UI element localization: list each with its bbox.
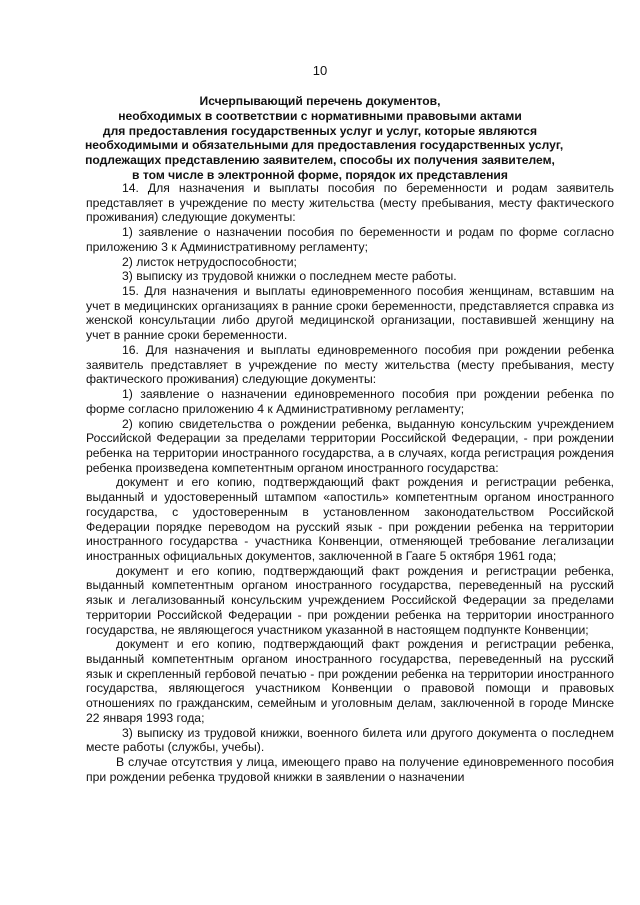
sub-paragraph: документ и его копию, подтверждающий факт рождения и регистрации ребенка, выданный и удостоверенный штампом «апостиль» компетентным органом иностранного государства, с удостоверенным в установленном законодательством Российской Федерации порядке переводом на русский язык - при рождении ребенка на территории иностранного государства - участника Конвенции, отменяющей требование легализации иностранных официальных документов, заключенной в Гааге 5 октября 1961 года; [86, 475, 614, 563]
heading-line: в том числе в электронной форме, порядок их представления [132, 167, 508, 182]
sub-paragraph: документ и его копию, подтверждающий факт рождения и регистрации ребенка, выданный компетентным органом иностранного государства, переведенный на русский язык и скрепленный гербовой печатью - при рождении ребенка на территории иностранного государства, являющегося участником Конвенции о правовой помощи и правовых отношениях по гражданским, семейным и уголовным делам, заключенной в городе Минске 22 января 1993 года; [86, 637, 614, 725]
document-body [86, 181, 614, 784]
list-item: 3) выписку из трудовой книжки, военного билета или другого документа о последнем месте работы (службы, учебы). [86, 725, 614, 755]
list-item: 1) заявление о назначении пособия по беременности и родам по форме согласно приложению 3 к Административному регламенту; [86, 225, 614, 254]
page-number: 10 [312, 63, 328, 78]
heading-line: подлежащих представлению заявителем, способы их получения заявителем, [85, 153, 555, 167]
list-item: 1) заявление о назначении единовременного пособия при рождении ребенка по форме согласно приложению 4 к Административному регламенту; [86, 387, 614, 416]
paragraph-15: 15. Для назначения и выплаты единовременного пособия женщинам, вставшим на учет в медицинских организациях в ранние сроки беременности, представляется справка из женской консультации либо другой медицинской организации, поставившей женщину на учет в ранние сроки беременности. [86, 284, 614, 343]
sub-paragraph: документ и его копию, подтверждающий факт рождения и регистрации ребенка, выданный компетентным органом иностранного государства, переведенный на русский язык и легализованный консульским учреждением Российской Федерации за пределами территории Российской Федерации - при рождении ребенка на территории иностранного государства, не являющегося участником указанной в настоящем подпункте Конвенции; [86, 563, 614, 637]
heading-line: необходимыми и обязательными для предоставления государственных услуг, [85, 138, 564, 153]
heading-line: Исчерпывающий перечень документов, [199, 94, 441, 108]
list-item: 2) листок нетрудоспособности; [122, 254, 297, 269]
list-item: 3) выписку из трудовой книжки о последнем месте работы. [122, 269, 457, 284]
heading-line: для предоставления государственных услуг и услуг, которые являются [102, 123, 538, 138]
paragraph: В случае отсутствия у лица, имеющего право на получение единовременного пособия при рождении ребенка трудовой книжки в заявлении о назначении [86, 755, 614, 784]
list-item: 2) копию свидетельства о рождении ребенка, выданную консульским учреждением Российской Федерации за пределами территории Российской Федерации, - при рождении ребенка на территории иностранного государства, а в случаях, когда регистрация рождения ребенка произведена компетентным органом иностранного государства: [86, 416, 614, 475]
paragraph-14: 14. Для назначения и выплаты пособия по беременности и родам заявитель представляет в учреждение по месту жительства (месту пребывания, месту фактического проживания) следующие документы: [86, 181, 614, 225]
document-heading [85, 94, 564, 183]
heading-line: необходимых в соответствии с нормативными правовыми актами [118, 108, 522, 123]
paragraph-16: 16. Для назначения и выплаты единовременного пособия при рождении ребенка заявитель представляет в учреждение по месту жительства (месту пребывания, месту фактического проживания) следующие документы: [86, 342, 614, 387]
